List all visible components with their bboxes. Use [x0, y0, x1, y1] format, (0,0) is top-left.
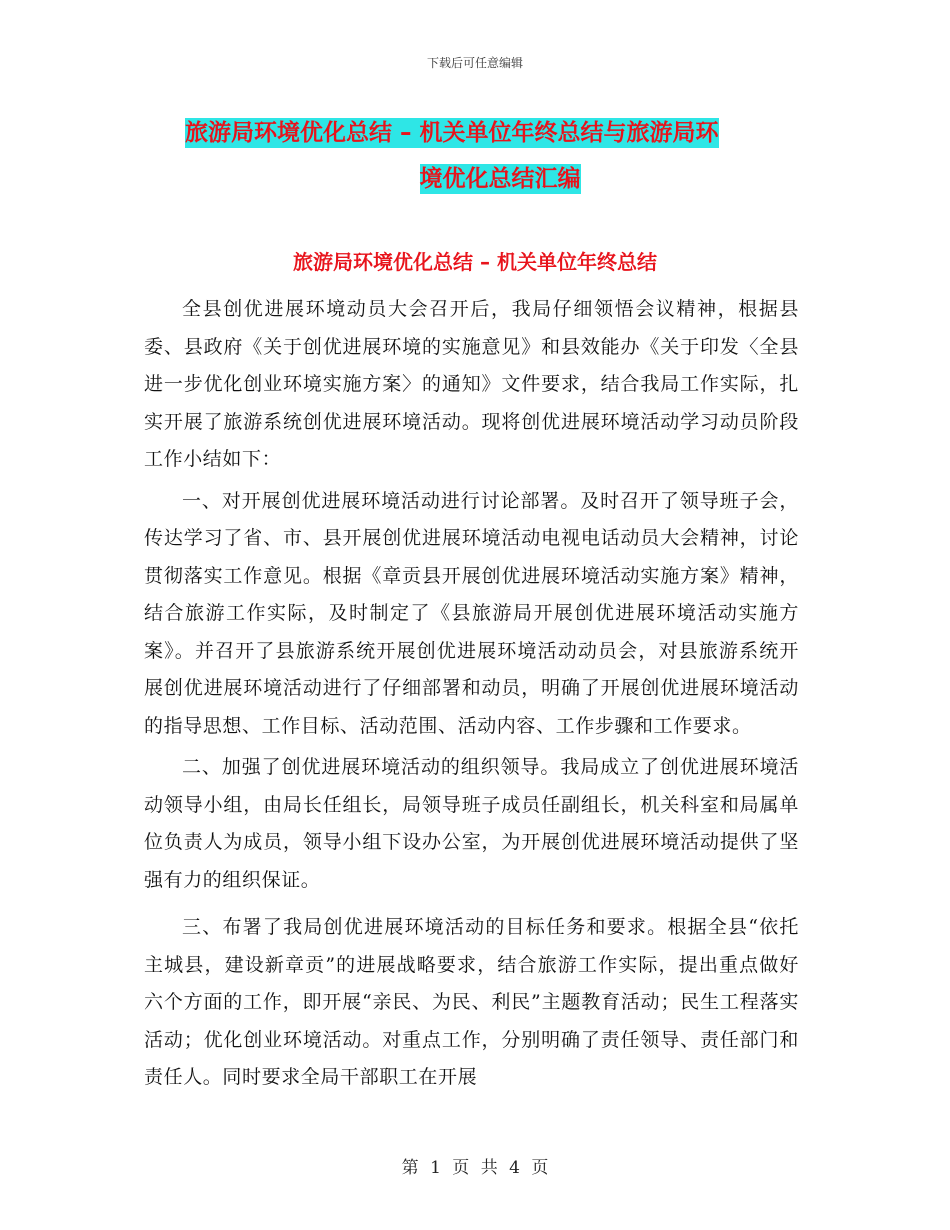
page-footer: 第 1 页 共 4 页: [401, 1158, 549, 1178]
paragraph-intro: 全县创优进展环境动员大会召开后，我局仔细领悟会议精神，根据县委、县政府《关于创优进展环境的实施意见》和县效能办《关于印发〈全县进一步优化创业环境实施方案〉的通知》文件要求，结合我局工作实际，扎实开展了旅游系统创优进展环境活动。现将创优进展环境活动学习动员阶段工作小结如下：: [144, 298, 799, 470]
section-title: 旅游局环境优化总结 – 机关单位年终总结: [293, 250, 657, 274]
body-text: [144, 291, 799, 1101]
document-title: [185, 110, 815, 202]
paragraph-three: 三、布署了我局创优进展环境活动的目标任务和要求。根据全县“依托主城县，建设新章贡”的进展战略要求，结合旅游工作实际，提出重点做好六个方面的工作，即开展“亲民、为民、利民”主题教育活动；民生工程落实活动；优化创业环境活动。对重点工作，分别明确了责任领导、责任部门和责任人。同时要求全局干部职工在开展: [144, 916, 799, 1088]
header-note: 下载后可任意编辑: [426, 56, 523, 70]
document-title-line-2: [185, 156, 815, 202]
title-highlight-1: 旅游局环境优化总结 – 机关单位年终总结与旅游局环: [185, 120, 719, 146]
paragraph-one: 一、对开展创优进展环境活动进行讨论部署。及时召开了领导班子会，传达学习了省、市、县开展创优进展环境活动电视电话动员大会精神，讨论贯彻落实工作意见。根据《章贡县开展创优进展环境活动实施方案》精神，结合旅游工作实际，及时制定了《县旅游局开展创优进展环境活动实施方案》。并召开了县旅游系统开展创优进展环境活动动员会，对县旅游系统开展创优进展环境活动进行了仔细部署和动员，明确了开展创优进展环境活动的指导思想、工作目标、活动范围、活动内容、工作步骤和工作要求。: [144, 489, 799, 737]
title-highlight-2: 境优化总结汇编: [419, 166, 581, 192]
paragraph-two: 二、加强了创优进展环境活动的组织领导。我局成立了创优进展环境活动领导小组，由局长任组长，局领导班子成员任副组长，机关科室和局属单位负责人为成员，领导小组下设办公室，为开展创优进展环境活动提供了坚强有力的组织保证。: [144, 756, 799, 891]
document-title-line-1: [185, 110, 815, 156]
